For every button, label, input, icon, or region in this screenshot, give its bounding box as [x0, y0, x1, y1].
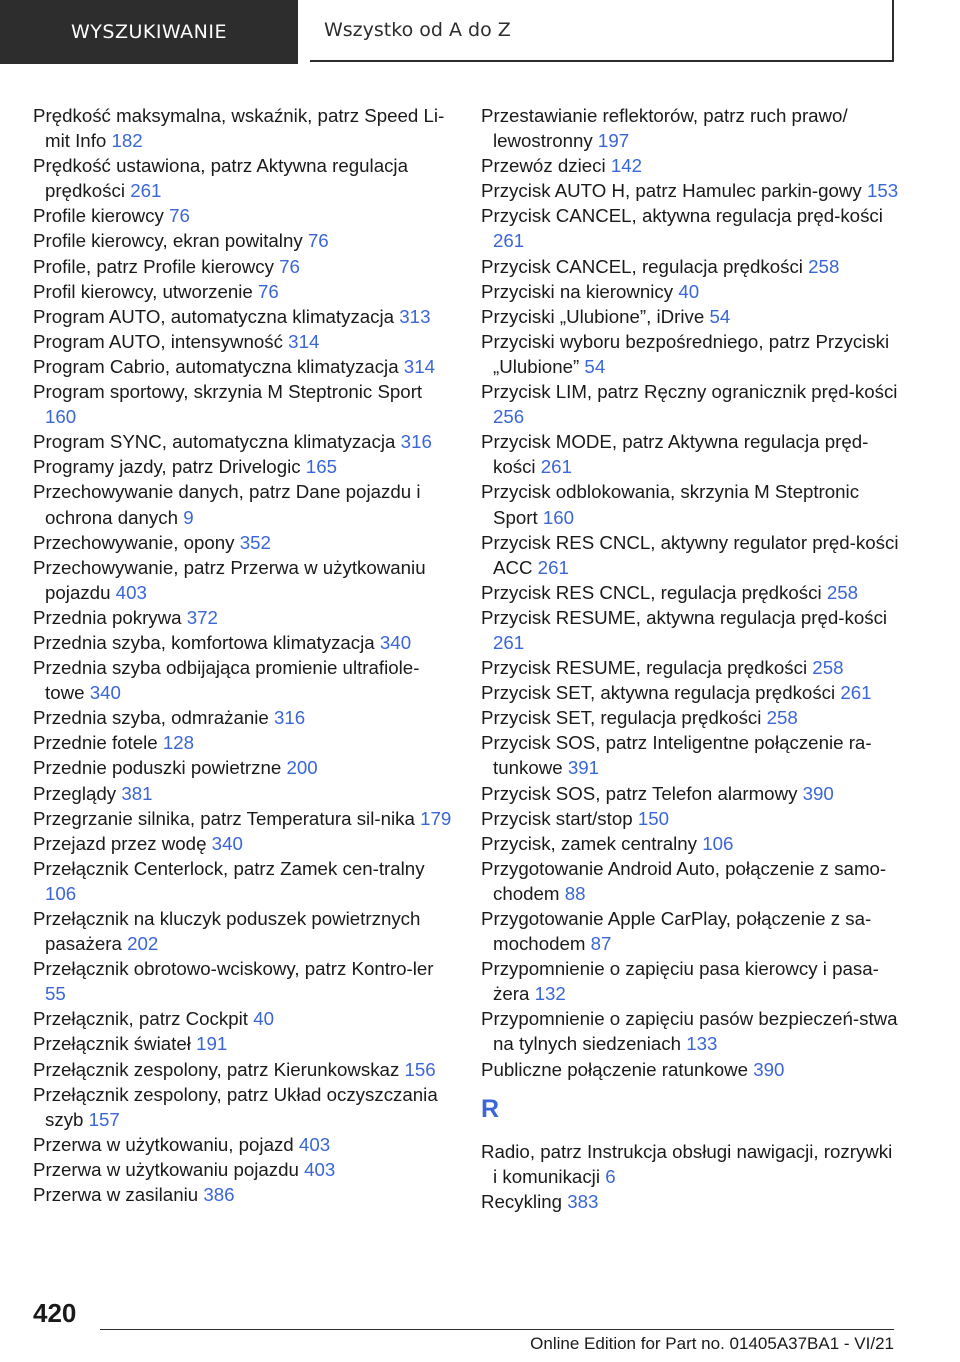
index-entry-text: Przegrzanie silnika, patrz Temperatura sil-nika	[33, 807, 415, 829]
index-entry-text: Przełącznik na kluczyk poduszek powietrznych pasażera	[33, 908, 421, 955]
index-page-link[interactable]: 6	[605, 1165, 616, 1187]
index-page-link[interactable]: 76	[258, 280, 279, 302]
index-page-link[interactable]: 256	[493, 406, 525, 428]
index-entry-text: Przycisk start/stop	[481, 807, 633, 829]
index-page-link[interactable]: 383	[567, 1190, 599, 1212]
index-entry	[481, 479, 901, 529]
index-entry	[33, 1132, 453, 1157]
index-entry-text: Przełącznik Centerlock, patrz Zamek cen-tralny	[33, 857, 425, 879]
index-entry	[33, 228, 453, 253]
index-page-link[interactable]: 142	[610, 155, 643, 177]
index-page-link[interactable]: 87	[590, 933, 612, 955]
header-title-text: Wszystko od A do Z	[324, 19, 511, 41]
index-page-link[interactable]: 258	[812, 657, 844, 679]
index-entry	[481, 831, 901, 856]
index-entry-text: Przycisk SET, aktywna regulacja prędkości	[481, 682, 836, 704]
index-entry	[481, 806, 901, 831]
index-entry-text: Przerwa w zasilaniu	[33, 1184, 199, 1206]
index-page-link[interactable]: 313	[399, 305, 431, 327]
index-entry	[481, 429, 901, 479]
index-entry	[33, 1182, 453, 1207]
index-page-link[interactable]: 340	[211, 832, 243, 854]
index-entry-text: Program AUTO, automatyczna klimatyzacja	[33, 305, 395, 327]
index-entry	[481, 1057, 901, 1082]
index-entry	[481, 1006, 901, 1056]
index-entry	[33, 1082, 453, 1132]
page-header-title	[310, 0, 894, 62]
index-page-link[interactable]: 200	[286, 757, 318, 779]
index-entry	[481, 304, 901, 329]
index-page-link[interactable]: 157	[88, 1108, 120, 1130]
index-page-link[interactable]: 179	[420, 807, 452, 829]
index-page-link[interactable]: 182	[111, 130, 143, 152]
index-entry	[33, 655, 453, 705]
index-entry-text: Przycisk CANCEL, regulacja prędkości	[481, 255, 803, 277]
index-page-link[interactable]: 386	[203, 1184, 235, 1206]
index-entry	[33, 630, 453, 655]
index-page-link[interactable]: 9	[183, 506, 194, 528]
index-entry	[481, 103, 901, 153]
index-entry	[33, 379, 453, 429]
index-entry-text: Recykling	[481, 1190, 563, 1212]
index-page-link[interactable]: 76	[169, 205, 190, 227]
section-letter: R	[481, 1094, 500, 1123]
index-entry	[481, 153, 901, 178]
index-entry-text: Program sportowy, skrzynia M Steptronic Sport	[33, 381, 423, 403]
index-entry-text: Przycisk odblokowania, skrzynia M Steptronic Sport	[481, 481, 860, 528]
index-entry	[33, 605, 453, 630]
index-page-link[interactable]: 106	[45, 882, 77, 904]
index-entry	[33, 479, 453, 529]
index-page-link[interactable]: 197	[597, 130, 630, 152]
index-entry-text: Przejazd przez wodę	[33, 832, 207, 854]
index-entry	[481, 605, 901, 655]
index-page-link[interactable]: 76	[307, 230, 329, 252]
index-entry-text: Przyciski wyboru bezpośredniego, patrz Przyciski „Ulubione”	[481, 330, 890, 377]
index-page-link[interactable]: 40	[678, 280, 700, 302]
index-page-link[interactable]: 160	[45, 406, 77, 428]
index-entry	[33, 329, 453, 354]
index-entry-text: Przechowywanie danych, patrz Dane pojazdu i ochrona danych	[33, 481, 421, 528]
index-entry-text: Prędkość ustawiona, patrz Aktywna regulacja prędkości	[33, 155, 408, 202]
index-entry	[33, 781, 453, 806]
index-page-link[interactable]: 314	[288, 330, 320, 352]
index-page-link[interactable]: 153	[866, 180, 899, 202]
index-entry	[481, 1189, 901, 1214]
index-entry	[33, 530, 453, 555]
index-entry	[33, 354, 453, 379]
index-entry-text: Przycisk LIM, patrz Ręczny ogranicznik pręd-kości	[481, 381, 898, 403]
index-page-link[interactable]: 40	[253, 1008, 274, 1030]
index-entry-text: Przewóz dzieci	[481, 155, 606, 177]
index-entry	[481, 655, 901, 680]
index-page-link[interactable]: 390	[753, 1058, 785, 1080]
index-entry	[33, 103, 453, 153]
index-entry	[33, 1031, 453, 1056]
index-entry	[481, 329, 901, 379]
index-entry	[481, 956, 901, 1006]
index-entry-text: Publiczne połączenie ratunkowe	[481, 1058, 748, 1080]
index-entry-text: Przycisk SET, regulacja prędkości	[481, 707, 762, 729]
index-page-link[interactable]: 150	[637, 807, 669, 829]
index-page-link[interactable]: 391	[567, 757, 599, 779]
index-entry	[481, 781, 901, 806]
index-page-link[interactable]: 165	[305, 456, 337, 478]
index-entry-text: Przełącznik, patrz Cockpit	[33, 1008, 248, 1030]
index-entry	[33, 279, 453, 304]
index-entry-text: Przycisk, zamek centralny	[481, 832, 698, 854]
index-entry	[481, 680, 901, 705]
index-page-link[interactable]: 191	[196, 1033, 228, 1055]
index-entry	[33, 1057, 453, 1082]
index-entry-text: Radio, patrz Instrukcja obsługi nawigacji, rozrywki i komunikacji	[481, 1140, 893, 1187]
index-entry	[33, 254, 453, 279]
index-page-link[interactable]: 381	[121, 782, 153, 804]
index-entry	[481, 279, 901, 304]
index-page-link[interactable]: 340	[379, 631, 412, 653]
index-entry-text: Przerwa w użytkowaniu pojazdu	[33, 1158, 299, 1180]
index-entry	[481, 203, 901, 253]
index-entry-text: Przednia szyba, komfortowa klimatyzacja	[33, 631, 375, 653]
index-page-link[interactable]: 403	[304, 1158, 336, 1180]
index-entry	[481, 379, 901, 429]
index-entry-text: Program SYNC, automatyczna klimatyzacja	[33, 431, 396, 453]
index-entry	[33, 956, 453, 1006]
index-entry-text: Przełącznik zespolony, patrz Układ oczyszczania szyb	[33, 1083, 438, 1130]
edition-footer: Online Edition for Part no. 01405A37BA1 - VI/21	[530, 1334, 894, 1353]
index-page-link[interactable]: 258	[766, 707, 798, 729]
index-entry-text: Przycisk RESUME, regulacja prędkości	[481, 657, 808, 679]
index-entry	[481, 705, 901, 730]
index-entry-text: Przednia pokrywa	[33, 606, 182, 628]
index-entry	[33, 705, 453, 730]
index-entry-text: Program AUTO, intensywność	[33, 330, 283, 352]
index-entry	[33, 203, 453, 228]
index-entry-text: Przechowywanie, opony	[33, 531, 235, 553]
index-entry-text: Przerwa w użytkowaniu, pojazd	[33, 1133, 294, 1155]
index-entry-text: Przygotowanie Android Auto, połączenie z samo-chodem	[481, 857, 887, 904]
index-entry-text: Programy jazdy, patrz Drivelogic	[33, 456, 301, 478]
index-column-right	[481, 103, 901, 1214]
index-column-left	[33, 103, 453, 1207]
index-entry-text: Przeglądy	[33, 782, 117, 804]
index-entry-text: Przednia szyba, odmrażanie	[33, 707, 269, 729]
index-entry-text: Przypomnienie o zapięciu pasa kierowcy i pasa-żera	[481, 958, 879, 1005]
index-entry-text: Przednie fotele	[33, 732, 158, 754]
index-page-link[interactable]: 54	[584, 355, 606, 377]
index-entry-text: Przechowywanie, patrz Przerwa w użytkowaniu pojazdu	[33, 556, 426, 603]
index-page-link[interactable]: 261	[537, 556, 569, 578]
index-entry-text: Profile kierowcy	[33, 205, 164, 227]
index-entry-text: Przycisk AUTO H, patrz Hamulec parkin-gowy	[481, 180, 862, 202]
index-entry-text: Profile, patrz Profile kierowcy	[33, 255, 274, 277]
index-entry	[481, 1139, 901, 1189]
index-entry-text: Przednie poduszki powietrzne	[33, 757, 282, 779]
index-entry	[481, 856, 901, 906]
index-entry	[481, 580, 901, 605]
index-page-link[interactable]: 261	[130, 180, 162, 202]
index-entry-text: Przygotowanie Apple CarPlay, połączenie z sa-mochodem	[481, 908, 872, 955]
index-page-link[interactable]: 106	[702, 832, 734, 854]
index-page-link[interactable]: 76	[279, 255, 300, 277]
index-entry	[33, 906, 453, 956]
index-entry-text: Przełącznik obrotowo-wciskowy, patrz Kontro-ler	[33, 958, 434, 980]
index-entry-text: Przycisk MODE, patrz Aktywna regulacja pręd-kości	[481, 431, 869, 478]
section-tab-label: WYSZUKIWANIE	[70, 21, 227, 43]
index-entry-text: Przyciski na kierownicy	[481, 280, 674, 302]
index-page-link[interactable]: 88	[564, 882, 586, 904]
index-entry	[481, 730, 901, 780]
index-entry	[481, 530, 901, 580]
index-entry-text: Przycisk RESUME, aktywna regulacja pręd-kości	[481, 606, 888, 628]
index-entry-text: Przycisk SOS, patrz Inteligentne połączenie ra-tunkowe	[481, 732, 872, 779]
index-entry-text: Przycisk SOS, patrz Telefon alarmowy	[481, 782, 798, 804]
index-entry-text: Program Cabrio, automatyczna klimatyzacja	[33, 355, 399, 377]
index-entry-text: Przycisk RES CNCL, regulacja prędkości	[481, 581, 822, 603]
index-page-link[interactable]: 403	[115, 581, 147, 603]
index-entry	[481, 906, 901, 956]
index-entry	[33, 856, 453, 906]
index-entry-text: Przednia szyba odbijająca promienie ultrafiole-towe	[33, 657, 420, 704]
index-page-link[interactable]: 258	[808, 255, 840, 277]
index-entry-text: Przestawianie reflektorów, patrz ruch prawo/ lewostronny	[481, 105, 848, 152]
index-entry	[33, 806, 453, 831]
footer-divider	[100, 1329, 894, 1330]
index-entry	[33, 555, 453, 605]
index-page-link[interactable]: 54	[709, 305, 731, 327]
index-page-link[interactable]: 340	[89, 682, 121, 704]
index-page-link[interactable]: 261	[540, 456, 572, 478]
index-page-link[interactable]: 202	[127, 933, 159, 955]
index-page-link[interactable]: 403	[298, 1133, 331, 1155]
index-entry	[33, 831, 453, 856]
index-entry-text: Przełącznik zespolony, patrz Kierunkowskaz	[33, 1058, 400, 1080]
index-page-link[interactable]: 261	[840, 682, 872, 704]
index-page-link[interactable]: 352	[239, 531, 271, 553]
index-entry	[33, 454, 453, 479]
index-page-link[interactable]: 55	[45, 983, 66, 1005]
index-page-link[interactable]: 314	[403, 355, 435, 377]
index-entry	[33, 304, 453, 329]
index-page-link[interactable]: 261	[493, 230, 525, 252]
index-page-link[interactable]: 132	[534, 983, 566, 1005]
index-page-link[interactable]: 316	[400, 431, 432, 453]
index-entry	[481, 178, 901, 203]
index-entry-text: Przypomnienie o zapięciu pasów bezpieczeń-stwa na tylnych siedzeniach	[481, 1008, 898, 1055]
index-page-link[interactable]: 156	[404, 1058, 436, 1080]
index-entry	[481, 254, 901, 279]
index-page-link[interactable]: 128	[162, 732, 195, 754]
section-tab	[0, 0, 298, 64]
index-entry	[33, 755, 453, 780]
index-entry-text: Profil kierowcy, utworzenie	[33, 280, 253, 302]
index-entry	[33, 153, 453, 203]
index-page-link[interactable]: 316	[274, 707, 306, 729]
index-page-link[interactable]: 160	[542, 506, 575, 528]
index-entry-text: Przyciski „Ulubione”, iDrive	[481, 305, 705, 327]
index-entry	[33, 730, 453, 755]
index-entry-text: Profile kierowcy, ekran powitalny	[33, 230, 303, 252]
index-entry-text: Prędkość maksymalna, wskaźnik, patrz Speed Li-mit Info	[33, 105, 445, 152]
index-entry-text: Przycisk CANCEL, aktywna regulacja pręd-kości	[481, 205, 883, 227]
index-entry	[33, 1006, 453, 1031]
index-entry-text: Przycisk RES CNCL, aktywny regulator pręd-kości ACC	[481, 531, 899, 578]
index-entry	[33, 1157, 453, 1182]
index-page-link[interactable]: 261	[493, 631, 525, 653]
index-page-link[interactable]: 372	[186, 606, 218, 628]
index-page-link[interactable]: 133	[686, 1033, 718, 1055]
index-entry-text: Przełącznik świateł	[33, 1033, 191, 1055]
index-page-link[interactable]: 390	[802, 782, 834, 804]
index-page-link[interactable]: 258	[826, 581, 859, 603]
page-number: 420	[33, 1298, 77, 1328]
index-entry	[33, 429, 453, 454]
